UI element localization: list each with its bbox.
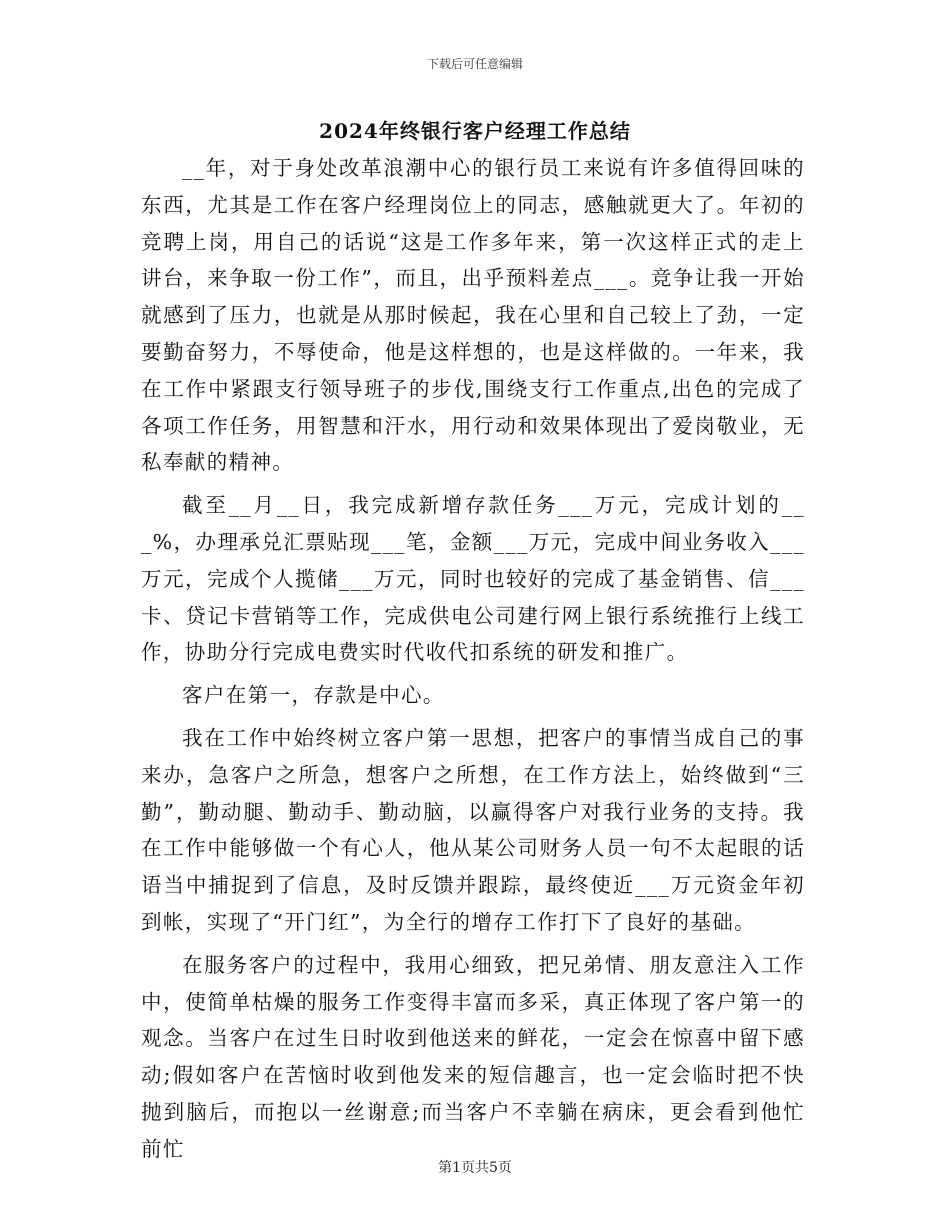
document-body bbox=[141, 150, 805, 1168]
page-number: 第1页共5页 bbox=[438, 1160, 512, 1176]
paragraph-4: 我在工作中始终树立客户第一思想，把客户的事情当成自己的事来办，急客户之所急，想客户之所想，在工作方法上，始终做到“三勤”，勤动腿、勤动手、勤动脑，以赢得客户对我行业务的支持。我在工作中能够做一个有心人，他从某公司财务人员一句不太起眼的话语当中捕捉到了信息，及时反馈并跟踪，最终使近___万元资金年初到帐，实现了“开门红”，为全行的增存工作打下了良好的基础。 bbox=[141, 725, 805, 934]
paragraph-1: __年，对于身处改革浪潮中心的银行员工来说有许多值得回味的东西，尤其是工作在客户经理岗位上的同志，感触就更大了。年初的竞聘上岗，用自己的话说“这是工作多年来，第一次这样正式的走上讲台，来争取一份工作”，而且，出乎预料差点___。竞争让我一开始就感到了压力，也就是从那时候起，我在心里和自己较上了劲，一定要勤奋努力，不辱使命，他是这样想的，也是这样做的。一年来，我在工作中紧跟支行领导班子的步伐,围绕支行工作重点,出色的完成了各项工作任务，用智慧和汗水，用行动和效果体现出了爱岗敬业，无私奉献的精神。 bbox=[141, 156, 805, 475]
header-note: 下载后可任意编辑 bbox=[426, 57, 523, 71]
document-title: 2024年终银行客户经理工作总结 bbox=[319, 119, 631, 143]
paragraph-3: 客户在第一，存款是中心。 bbox=[182, 683, 445, 708]
paragraph-5: 在服务客户的过程中，我用心细致，把兄弟情、朋友意注入工作中，使简单枯燥的服务工作变得丰富而多采，真正体现了客户第一的观念。当客户在过生日时收到他送来的鲜花，一定会在惊喜中留下感动;假如客户在苦恼时收到他发来的短信趣言，也一定会临时把不快抛到脑后，而抱以一丝谢意;而当客户不幸躺在病床，更会看到他忙前忙 bbox=[141, 952, 805, 1161]
paragraph-2: 截至__月__日，我完成新增存款任务___万元，完成计划的___%，办理承兑汇票贴现___笔，金额___万元，完成中间业务收入___万元，完成个人揽储___万元，同时也较好的完成了基金销售、信___卡、贷记卡营销等工作，完成供电公司建行网上银行系统推行上线工作，协助分行完成电费实时代收代扣系统的研发和推广。 bbox=[141, 493, 805, 665]
